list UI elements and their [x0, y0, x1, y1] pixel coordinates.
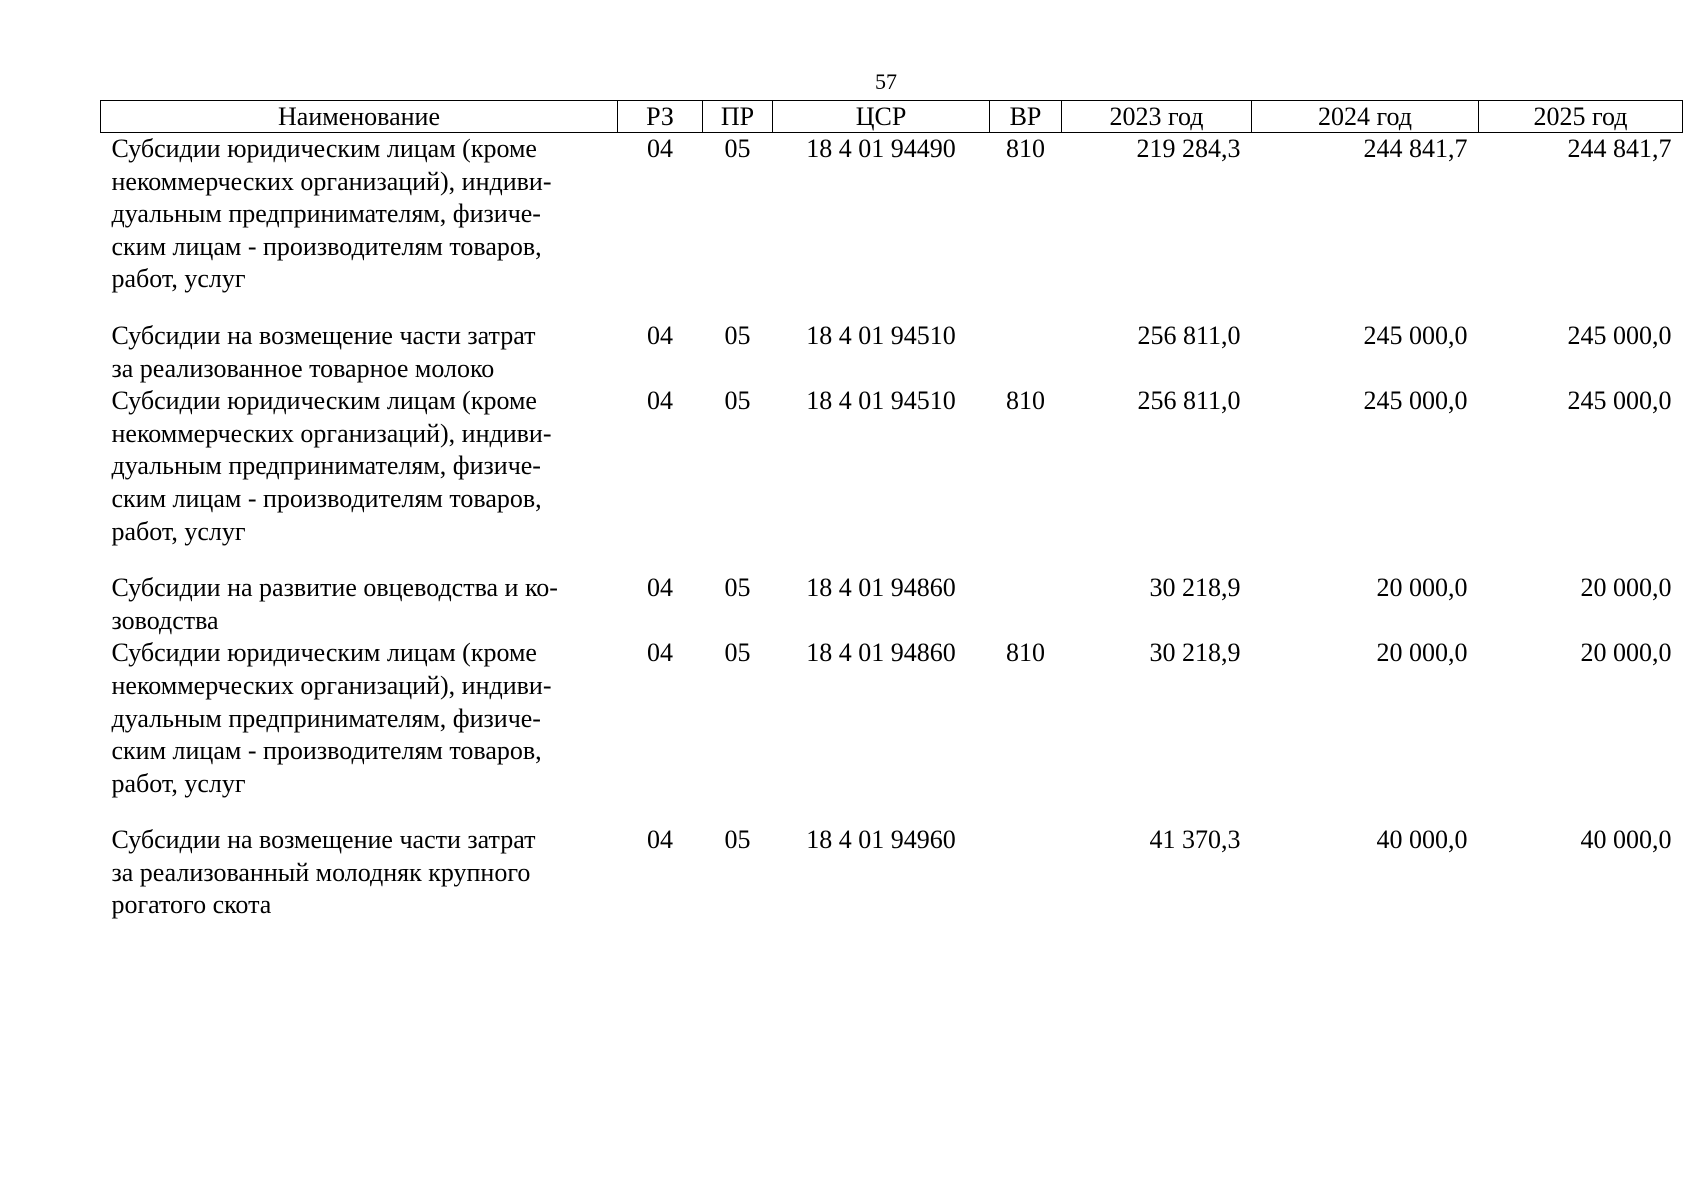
cell-2023: 219 284,3 — [1136, 134, 1241, 163]
cell-pr: 05 — [724, 573, 751, 603]
cell-2024: 244 841,7 — [1363, 134, 1468, 163]
cell-name: Субсидии юридическим лицам (кроме некоммерческих организаций), индиви- дуальным предпринимателям, физиче- ским лицам - производителям товаров, работ, услуг — [111, 638, 552, 798]
cell-csr: 18 4 01 94860 — [806, 638, 956, 668]
cell-vr — [990, 572, 1062, 637]
header-name: Наименование — [101, 101, 618, 133]
table-row — [101, 572, 1683, 637]
cell-pr: 05 — [724, 386, 751, 416]
cell-vr — [990, 824, 1062, 922]
cell-2023: 30 218,9 — [1149, 638, 1241, 668]
header-vr: ВР — [990, 101, 1062, 133]
cell-pr: 05 — [724, 638, 751, 668]
cell-2024: 245 000,0 — [1363, 320, 1468, 350]
cell-2025: 20 000,0 — [1580, 638, 1672, 668]
header-2023: 2023 год — [1062, 101, 1252, 133]
table-row — [101, 385, 1683, 572]
cell-2025: 20 000,0 — [1580, 573, 1672, 603]
cell-rz: 04 — [647, 386, 673, 416]
cell-vr: 810 — [1006, 134, 1045, 163]
header-csr: ЦСР — [773, 101, 990, 133]
table-row — [101, 637, 1683, 824]
cell-name: Субсидии на развитие овцеводства и ко- зоводства — [111, 573, 558, 635]
cell-rz: 04 — [647, 638, 673, 668]
cell-csr: 18 4 01 94960 — [806, 825, 956, 855]
cell-rz: 04 — [647, 825, 673, 855]
table-row — [101, 133, 1683, 320]
cell-vr — [990, 320, 1062, 385]
cell-2024: 20 000,0 — [1376, 638, 1468, 668]
cell-2023: 256 811,0 — [1137, 386, 1241, 416]
cell-2023: 30 218,9 — [1149, 573, 1241, 603]
table-row — [101, 824, 1683, 922]
cell-csr: 18 4 01 94490 — [806, 134, 956, 163]
budget-table — [100, 100, 1683, 922]
cell-2024: 20 000,0 — [1376, 573, 1468, 603]
cell-csr: 18 4 01 94510 — [806, 386, 956, 416]
cell-2024: 245 000,0 — [1363, 386, 1468, 416]
cell-name: Субсидии юридическим лицам (кроме некоммерческих организаций), индиви- дуальным предпринимателям, физиче- ским лицам - производителям товаров, работ, услуг — [111, 134, 552, 294]
header-2025: 2025 год — [1479, 101, 1683, 133]
header-pr: ПР — [703, 101, 773, 133]
header-rz: РЗ — [618, 101, 703, 133]
cell-vr: 810 — [1006, 386, 1045, 416]
table-header — [101, 101, 1683, 133]
cell-vr: 810 — [1006, 638, 1045, 668]
cell-2024: 40 000,0 — [1376, 825, 1468, 855]
cell-csr: 18 4 01 94510 — [806, 320, 956, 350]
cell-2025: 245 000,0 — [1567, 386, 1672, 416]
table-body — [101, 133, 1683, 923]
cell-name: Субсидии на возмещение части затрат за реализованный молодняк крупного рогатого скота — [111, 825, 536, 920]
page-number: 57 — [875, 69, 897, 94]
cell-2025: 244 841,7 — [1567, 134, 1672, 163]
cell-rz: 04 — [647, 573, 673, 603]
header-2024: 2024 год — [1252, 101, 1479, 133]
cell-csr: 18 4 01 94860 — [806, 573, 956, 603]
header-row — [101, 101, 1683, 133]
cell-pr: 05 — [724, 320, 751, 350]
cell-2023: 256 811,0 — [1137, 320, 1241, 350]
cell-name: Субсидии юридическим лицам (кроме некоммерческих организаций), индиви- дуальным предпринимателям, физиче- ским лицам - производителям товаров, работ, услуг — [111, 386, 552, 546]
cell-name: Субсидии на возмещение части затрат за реализованное товарное молоко — [111, 320, 536, 383]
table-row — [101, 320, 1683, 385]
cell-rz: 04 — [647, 134, 673, 163]
cell-pr: 05 — [724, 134, 751, 163]
cell-2023: 41 370,3 — [1149, 825, 1241, 855]
cell-rz: 04 — [647, 320, 673, 350]
cell-2025: 40 000,0 — [1580, 825, 1672, 855]
cell-pr: 05 — [724, 825, 751, 855]
cell-2025: 245 000,0 — [1567, 320, 1672, 350]
